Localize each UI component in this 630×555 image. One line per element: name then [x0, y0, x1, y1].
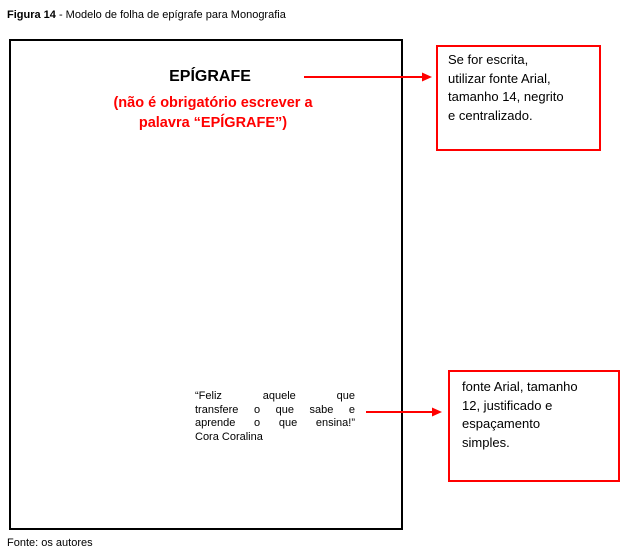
- quote-note-line-3: espaçamento: [462, 416, 541, 431]
- optional-note-line-1: (não é obrigatório escrever a: [113, 95, 313, 111]
- heading-note-line-2: utilizar fonte Arial,: [448, 70, 551, 86]
- quote-line-3: aprende o que ensina!”: [195, 417, 355, 429]
- heading-note-line-1: Se for escrita,: [448, 52, 529, 67]
- heading-note-line-3: tamanho 14, negrito: [448, 89, 564, 104]
- quote-line-1: “Feliz aquele que: [195, 390, 355, 402]
- quote-arrow: [366, 408, 442, 417]
- figure-source: Fonte: os autores: [7, 537, 93, 549]
- quote-note-line-1: fonte Arial, tamanho: [462, 379, 578, 394]
- quote-author: Cora Coralina: [195, 430, 263, 443]
- heading-note-line-4: e centralizado.: [448, 107, 533, 123]
- quote-note-line-2: 12, justificado e: [462, 397, 553, 413]
- heading-arrow: [304, 73, 432, 82]
- optional-note-line-2: palavra “EPÍGRAFE”): [138, 115, 288, 131]
- figure-label: Figura 14: [7, 9, 56, 21]
- figure-title: - Modelo de folha de epígrafe para Monografia: [55, 9, 286, 21]
- epigraph-heading: EPÍGRAFE: [169, 68, 251, 85]
- quote-note-line-4: simples.: [462, 434, 510, 450]
- quote-line-2: transfere o que sabe e: [195, 403, 355, 416]
